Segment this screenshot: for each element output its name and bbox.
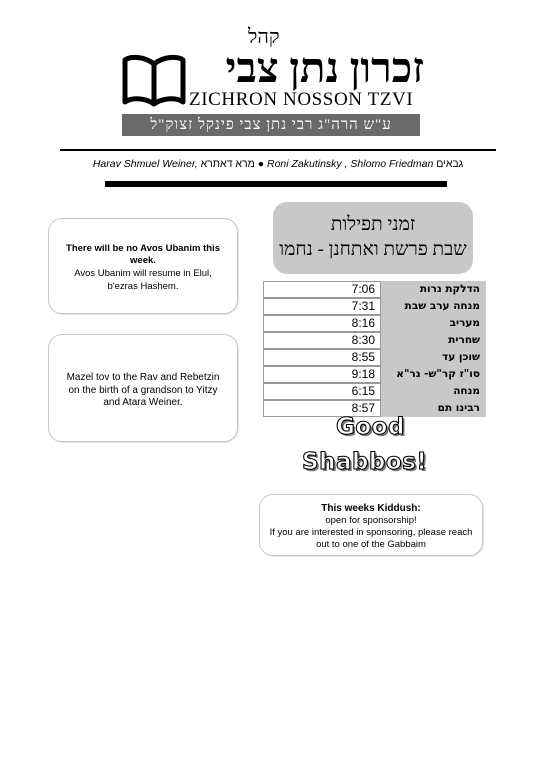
avos-notice-title: There will be no Avos Ubanim this week. bbox=[66, 243, 220, 266]
schedule-row bbox=[263, 281, 486, 298]
avos-notice-body: Avos Ubanim will resume in Elul, b'ezras Hashem. bbox=[74, 268, 212, 292]
schedule-label: מנחה ערב שבת bbox=[381, 298, 486, 315]
schedule-label: מעריב bbox=[381, 315, 486, 332]
bullet-separator: ● bbox=[257, 158, 265, 170]
gabbaim-title: גבאים bbox=[436, 158, 464, 170]
greeting-shabbos: Shabbos! bbox=[302, 449, 428, 475]
schedule-time: 8:16 bbox=[263, 315, 381, 332]
schedule-row bbox=[263, 366, 486, 383]
schedule-time: 6:15 bbox=[263, 383, 381, 400]
kiddush-title: This weeks Kiddush: bbox=[321, 503, 421, 514]
schedule-label: רבינו תם bbox=[381, 400, 486, 417]
schedule-row bbox=[263, 349, 486, 366]
schedule-time: 8:57 bbox=[263, 400, 381, 417]
kiddush-notice bbox=[259, 494, 483, 556]
schedule-row bbox=[263, 383, 486, 400]
schedule-row bbox=[263, 332, 486, 349]
prayer-times-title: זמני תפילות bbox=[330, 214, 416, 235]
schedule-label: שחרית bbox=[381, 332, 486, 349]
header-divider bbox=[60, 149, 496, 151]
rav-name: Harav Shmuel Weiner bbox=[92, 158, 195, 170]
mazel-tov-text: Mazel tov to the Rav and Rebetzin on the birth of a grandson to Yitzy and Atara Weiner. bbox=[66, 372, 220, 408]
avos-ubanim-notice bbox=[48, 218, 238, 314]
gabbaim-names: Roni Zakutinsky , Shlomo Friedman bbox=[266, 158, 434, 170]
staff-line: Harav Shmuel Weiner, מרא דאתרא ● Roni Zakutinsky , Shlomo Friedman גבאים bbox=[92, 158, 464, 170]
schedule-row bbox=[263, 298, 486, 315]
schedule-label: מנחה bbox=[381, 383, 486, 400]
greeting-good: Good bbox=[336, 414, 405, 440]
schedule-label: שוכן עד bbox=[381, 349, 486, 366]
schedule-time: 9:18 bbox=[263, 366, 381, 383]
schedule-time: 7:06 bbox=[263, 281, 381, 298]
schedule-label: הדלקת נרות bbox=[381, 281, 486, 298]
schedule-time: 8:55 bbox=[263, 349, 381, 366]
prayer-times-header bbox=[273, 202, 473, 274]
kiddush-note: If you are interested in sponsoring, please reach out to one of the Gabbaim bbox=[269, 527, 473, 550]
kahal-label: קהל bbox=[248, 26, 280, 48]
kiddush-status: open for sponsorship! bbox=[325, 515, 417, 526]
mazel-tov-notice bbox=[48, 334, 238, 442]
thick-divider bbox=[105, 181, 447, 187]
schedule-time: 8:30 bbox=[263, 332, 381, 349]
congregation-name-hebrew: זכרון נתן צבי bbox=[225, 46, 424, 92]
book-logo-icon bbox=[122, 52, 186, 108]
schedule-row bbox=[263, 315, 486, 332]
rav-title: מרא דאתרא bbox=[200, 158, 255, 170]
schedule-label: סו"ז קר"ש- גר"א bbox=[381, 366, 486, 383]
parsha-subtitle: שבת פרשת ואתחנן - נחמו bbox=[279, 239, 467, 260]
congregation-name-english: ZICHRON NOSSON TZVI bbox=[189, 89, 414, 110]
memorial-banner: ע"ש הרה"ג רבי נתן צבי פינקל זצוק"ל bbox=[122, 114, 420, 136]
prayer-schedule-table bbox=[263, 281, 486, 417]
schedule-time: 7:31 bbox=[263, 298, 381, 315]
